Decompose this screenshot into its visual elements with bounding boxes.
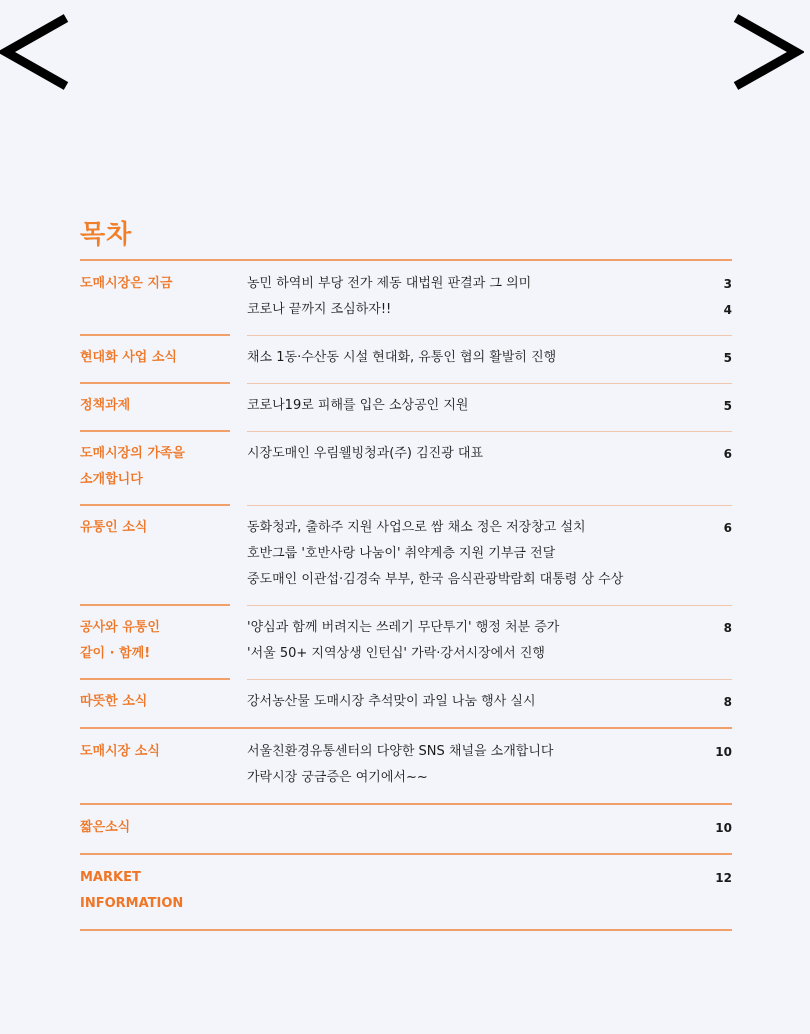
toc-section [80, 505, 732, 605]
section-label[interactable]: MARKET INFORMATION [80, 870, 184, 911]
section-label[interactable]: 짧은소식 [80, 820, 131, 835]
page-number: 8 [723, 621, 732, 635]
page-number: 10 [715, 745, 732, 759]
toc-entry[interactable]: 농민 하역비 부당 전가 제동 대법원 판결과 그 의미 3 [247, 271, 732, 297]
next-page-button[interactable] [728, 10, 804, 94]
toc-entry[interactable]: 가락시장 궁금증은 여기에서~~ [247, 765, 732, 791]
prev-page-button[interactable] [0, 10, 76, 94]
toc-entry[interactable]: 호반그룹 '호반사랑 나눔이' 취약계층 지원 기부금 전달 [247, 541, 732, 567]
toc-section [80, 383, 732, 431]
section-label[interactable]: 따뜻한 소식 [80, 694, 148, 709]
toc-entry[interactable]: 코로나19로 피해를 입은 소상공인 지원 5 [247, 393, 732, 419]
section-label[interactable]: 도매시장 소식 [80, 744, 160, 759]
toc-section [80, 431, 732, 505]
page-number: 5 [723, 399, 732, 413]
section-label[interactable]: 공사와 유통인 같이 · 함께! [80, 620, 160, 661]
toc-entry[interactable]: 중도매인 이관섭·김경숙 부부, 한국 음식관광박람회 대통령 상 수상 [247, 567, 732, 593]
page-number [708, 541, 732, 567]
toc-entry[interactable]: 코로나 끝까지 조심하자!! 4 [247, 297, 732, 323]
toc-entry[interactable] [247, 865, 732, 891]
chevron-right-icon [728, 10, 804, 94]
page-number [708, 765, 732, 791]
section-label[interactable]: 유통인 소식 [80, 520, 148, 535]
toc-section [80, 335, 732, 383]
page-number [708, 641, 732, 667]
toc-entry[interactable]: '서울 50+ 지역상생 인턴십' 가락·강서시장에서 진행 [247, 641, 732, 667]
page-number: 3 [723, 277, 732, 291]
section-label[interactable]: 정책과제 [80, 398, 131, 413]
page-number: 4 [723, 303, 732, 317]
section-label[interactable]: 현대화 사업 소식 [80, 350, 177, 365]
toc-entry[interactable]: 시장도매인 우림웰빙청과(주) 김진광 대표 6 [247, 441, 732, 467]
section-label[interactable]: 도매시장의 가족을 소개합니다 [80, 446, 185, 487]
toc-section [80, 805, 732, 855]
page-number: 5 [723, 351, 732, 365]
toc-entry[interactable]: '양심과 함께 버려지는 쓰레기 무단투기' 행정 처분 증가 8 [247, 615, 732, 641]
toc-section [80, 261, 732, 335]
page-number: 8 [723, 695, 732, 709]
toc-section [80, 605, 732, 679]
section-label[interactable]: 도매시장은 지금 [80, 276, 173, 291]
toc-entry[interactable]: 동화청과, 출하주 지원 사업으로 쌈 채소 정은 저장창고 설치 6 [247, 515, 732, 541]
toc-entry[interactable]: 강서농산물 도매시장 추석맞이 과일 나눔 행사 실시 8 [247, 689, 732, 715]
toc-section [80, 679, 732, 729]
toc-entry[interactable] [247, 815, 732, 841]
toc-entry[interactable]: 채소 1동·수산동 시설 현대화, 유통인 협의 활발히 진행 5 [247, 345, 732, 371]
toc-section [80, 855, 732, 931]
toc-entry[interactable]: 서울친환경유통센터의 다양한 SNS 채널을 소개합니다 10 [247, 739, 732, 765]
toc-title: 목차 [80, 220, 133, 250]
chevron-left-icon [0, 10, 76, 94]
page-number [708, 567, 732, 593]
page-number: 10 [715, 821, 732, 835]
page-number: 6 [723, 447, 732, 461]
page-number: 6 [723, 521, 732, 535]
table-of-contents [80, 259, 732, 931]
page-number: 12 [715, 871, 732, 885]
toc-section [80, 729, 732, 805]
